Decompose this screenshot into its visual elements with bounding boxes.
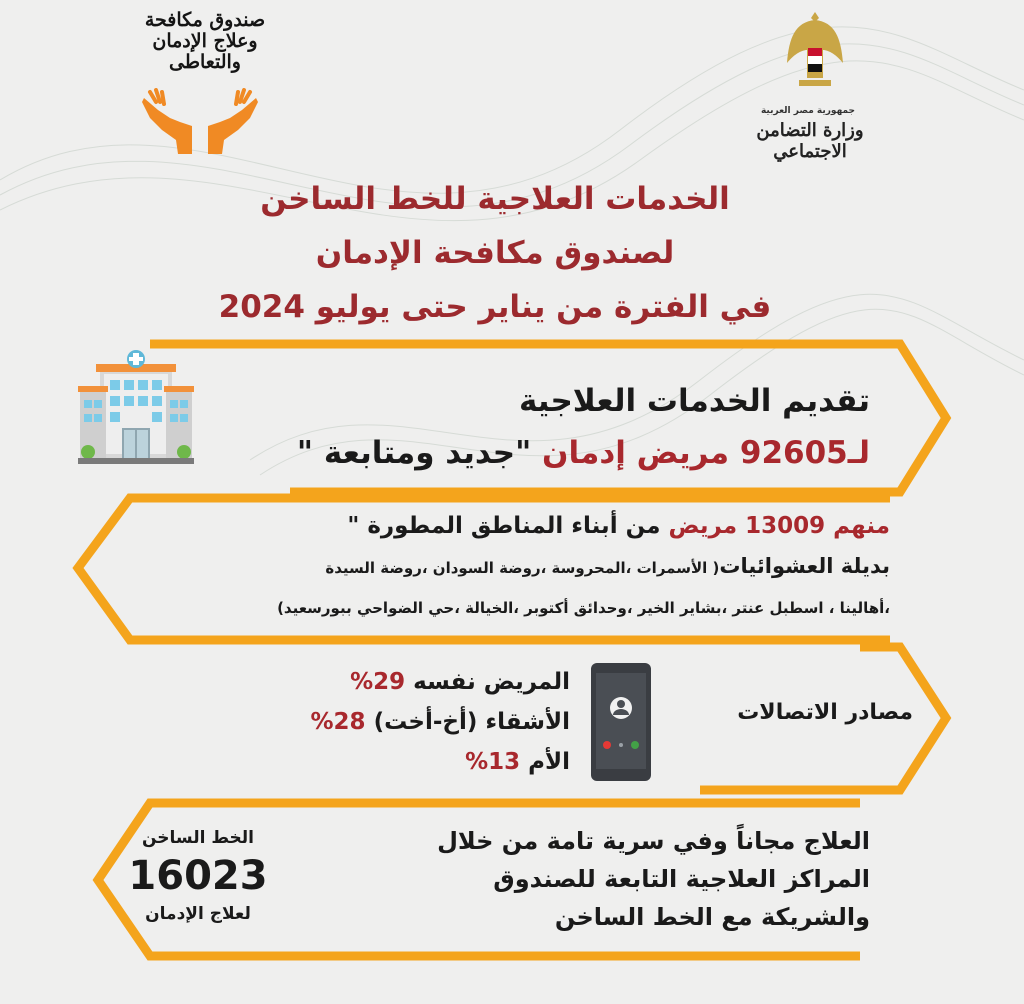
fund-name-line2: وعلاج الإدمان	[152, 30, 258, 52]
call-source-item	[250, 742, 570, 782]
hotline-sub: لعلاج الإدمان	[145, 904, 251, 924]
free-treatment-text	[305, 822, 870, 936]
free-line1: العلاج مجاناً وفي سرية تامة من خلال	[437, 827, 870, 855]
call-source-text: الأم	[520, 749, 570, 775]
services-line1: تقديم الخدمات العلاجية	[519, 383, 870, 419]
call-source-text: الأشقاء (أخ-أخت)	[365, 709, 570, 735]
call-source-item	[250, 662, 570, 702]
slums-line2	[110, 546, 890, 588]
services-line2	[230, 427, 870, 479]
slums-l2a: بديلة العشوائيات	[719, 554, 890, 578]
title-line3: في الفترة من يناير حتى يوليو 2024	[218, 289, 772, 325]
hotline-label: الخط الساخن	[141, 828, 255, 848]
slums-text	[110, 506, 890, 628]
call-source-pct: 29%	[350, 669, 406, 695]
services-text	[230, 375, 870, 479]
ministry-name: وزارة التضامن الاجتماعي	[756, 120, 864, 162]
slums-l1c: من أبناء المناطق المطورة "	[347, 513, 669, 539]
fund-name-line3: والتعاطى	[169, 51, 241, 73]
free-line3: والشريكة مع الخط الساخن	[554, 903, 870, 931]
phone-call-icon	[591, 663, 651, 781]
call-sources-label: مصادر الاتصالات	[737, 700, 913, 725]
hotline-number: 16023	[128, 853, 268, 899]
slums-line1	[110, 506, 890, 546]
services-count: 92605	[739, 435, 848, 471]
call-source-pct: 28%	[310, 709, 366, 735]
services-mid: مريض إدمان	[531, 435, 740, 471]
services-quote: "جديد ومتابعة "	[296, 435, 532, 471]
services-prefix: لـ	[847, 435, 870, 471]
fund-name-line1: صندوق مكافحة	[144, 9, 266, 31]
call-source-item	[250, 702, 570, 742]
hospital-icon	[78, 350, 194, 468]
hotline-block	[118, 828, 278, 924]
title-line2: لصندوق مكافحة الإدمان	[315, 235, 675, 271]
ministry-country: جمهورية مصر العربية	[760, 106, 856, 116]
slums-l2b: ( الأسمرات ،المحروسة ،روضة السودان ،روضة السيدة	[325, 559, 720, 577]
slums-l1a: منهم	[825, 513, 890, 539]
slums-count: 13009 مريض	[668, 513, 826, 539]
slums-line3: ،أهالينا ، اسطبل عنتر ،بشاير الخير ،وحدائق أكتوبر ،الخيالة ،حي الضواحي ببورسعيد)	[277, 599, 890, 617]
call-source-text: المريض نفسه	[405, 669, 570, 695]
call-sources-list	[250, 662, 570, 782]
free-line2: المراكز العلاجية التابعة للصندوق	[493, 865, 870, 893]
call-source-pct: 13%	[465, 749, 521, 775]
title-line1: الخدمات العلاجية للخط الساخن	[260, 181, 730, 217]
